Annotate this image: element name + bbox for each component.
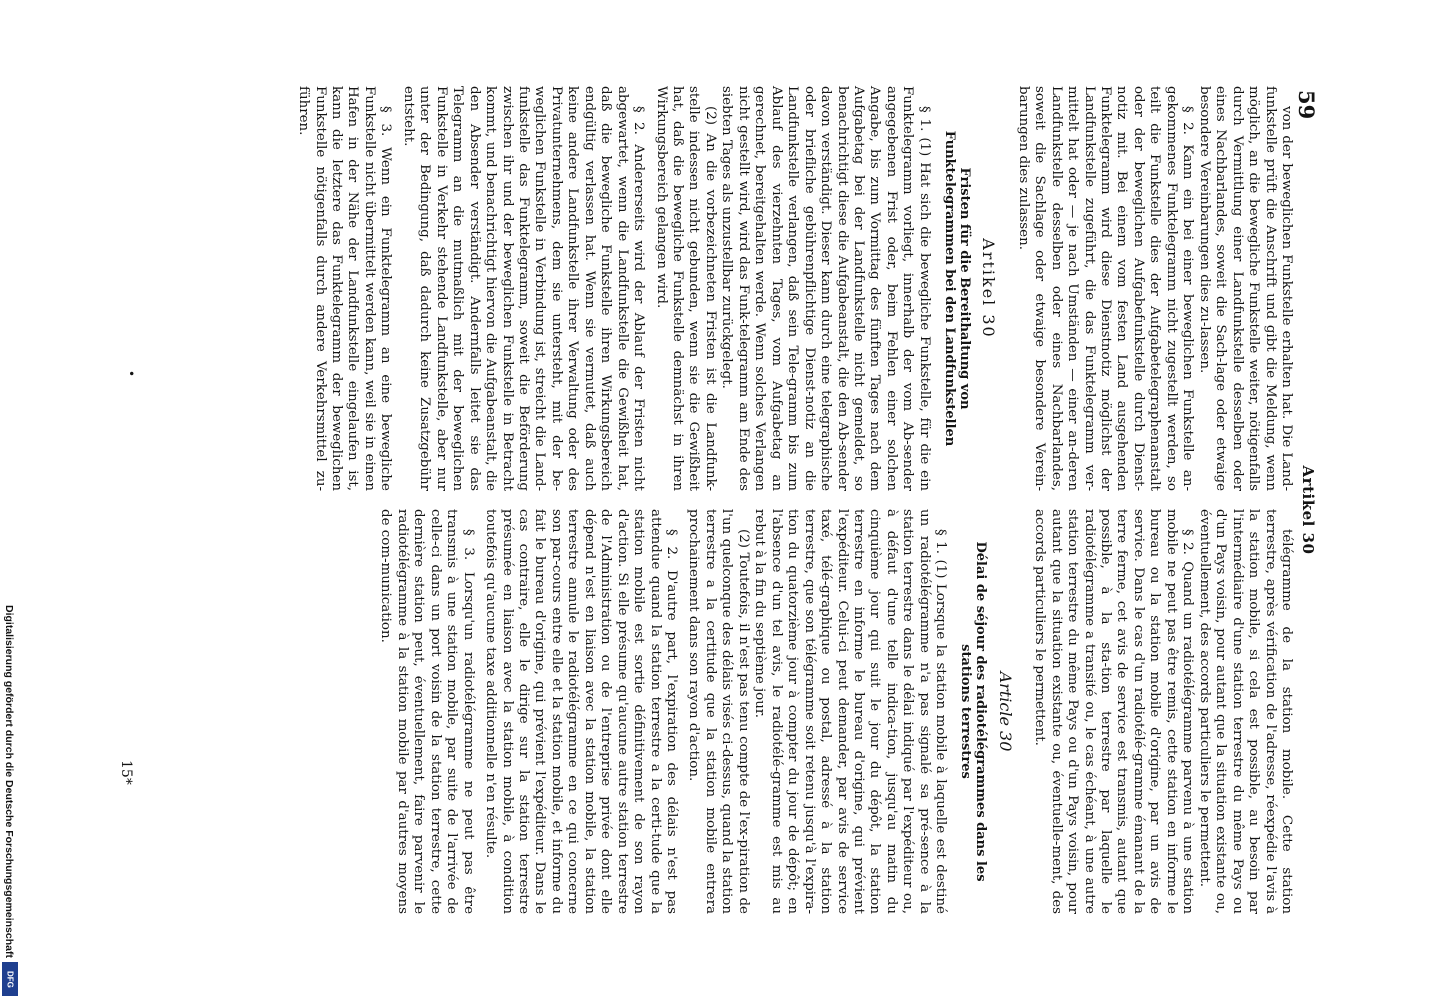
french-continuation-section-2: § 2. Quand un radiotélégramme parvenu à une station mobile ne peut pas être remis, cette station en informe le bureau ou la station mobile d'origine, par un avis de service. Dans le cas d'un radiotélé-gramme émanant de la terre ferme, cet avis de service est transmis, autant que possible, à la sta-tion terrestre par laquelle le radiotélégramme a transité ou, le cas échéant, à une autre station terrestre du même Pays ou d'un Pays voisin, pour autant que la situation existante ou, éventuelle-ment, des accords particuliers le permettent. <box>1032 509 1196 914</box>
credit-text: Digitalisierung gefördert durch die Deutsche Forschungsgemeinschaft <box>3 605 15 958</box>
german-article-subtitle: Fristen für die Bereithaltung von Funktelegrammen bei den Landfunkstellen <box>941 130 972 447</box>
sheet-signature-mark: 15* <box>118 760 134 785</box>
footer-dot: • <box>124 370 138 378</box>
french-section-2: § 2. D'autre part, l'expiration des délais n'est pas attendue quand la station terrestre a la certi-tude que la station mobile est sortie définitivement de son rayon d'action. Si elle présume qu'aucune autre station terrestre de l'Administration ou de l'entreprise privée dont elle dépend n'est en liaison avec la station mobile, la station terrestre annule le radiotélégramme en ce qui concerne son par-cours entre elle et la station mobile, et informe du fait le bureau d'origine, qui prévient l'expéditeur. Dans le cas contraire, elle le dirige sur la station terrestre présumée en liaison avec la station mobile, à condition toutefois qu'aucune taxe additionnelle n'en résulte. <box>483 509 680 914</box>
french-continuation-paragraph: télégramme de la station mobile. Cette station terrestre, après vérification de l'adresse, réexpédie l'avis à la station mobile, si cela est possible, au besoin par l'intermédiaire d'une station terrestre du même Pays ou d'un Pays voisin, pour autant que la situation existante ou, éventuellement, des accords particuliers le permettent. <box>1196 509 1294 914</box>
german-article-title: Artikel 30 <box>979 238 999 339</box>
french-section-3: § 3. Lorsqu'un radiotélégramme ne peut pas être transmis à une station mobile, par suite de l'arrivée de celle-ci dans un port voisin de la station terrestre, cette dernière station peut, éventuellement, faire parvenir le radiotélégramme à la station mobile par d'autres moyens de com-munication. <box>378 509 476 914</box>
running-header: Artikel 30 <box>1299 465 1317 555</box>
german-section-3: § 3. Wenn ein Funktelegramm an eine bewegliche Funkstelle nicht übermittelt werden kann, weil sie in einen Hafen in der Nähe der Landfunkstelle eingelaufen ist, kann die letztere das Funktelegramm der beweglichen Funkstelle nötigenfalls durch andere Verkehrsmittel zu-führen. <box>296 86 394 491</box>
dfg-logo-icon: DFG <box>2 962 18 996</box>
german-section-1-paragraph-2: (2) An die vorbezeichneten Fristen ist die Landfunk-stelle indessen nicht gebunden, wenn sie die Gewißheit hat, daß die bewegliche Funkstelle demnächst in ihren Wirkungsbereich gelangen wird. <box>653 86 718 491</box>
page-number: 59 <box>1294 90 1319 120</box>
french-section-1-paragraph-1: § 1. (1) Lorsque la station mobile à laquelle est destiné un radiotélégramme n'a pas signalé sa pré-sence à la station terrestre dans le délai indiqué par l'expéditeur ou, à défaut d'une telle indica-tion, jusqu'au matin du cinquième jour qui suit le jour du dépôt, la station terrestre en informe le bureau d'origine, qui prévient l'expéditeur. Celui-ci peut demander, par avis de service taxé, télé-graphique ou postal, adressé à la station terrestre, que son télégramme soit retenu jusqu'à l'expira-tion du quatorzième jour à compter du jour de dépôt; en l'absence d'un tel avis, le radiotélé-gramme est mis au rebut à la fin du septième jour. <box>752 509 949 914</box>
german-section-1-paragraph-1: § 1. (1) Hat sich die bewegliche Funkstelle, für die ein Funktelegramm vorliegt, innerhalb der vom Ab-sender angegebenen Frist oder, beim Fehlen einer solchen Angabe, bis zum Vormittag des fünften Tages nach dem Aufgabetag bei der Landfunkstelle nicht gemeldet, so benachrichtigt diese die Aufgabeanstalt, die den Ab-sender davon verständigt. Dieser kann durch eine telegraphische oder briefliche gebührenpflichtige Dienst-notiz an die Landfunkstelle verlangen, daß sein Tele-gramm bis zum Ablauf des vierzehnten Tages, vom Aufgabetag an gerechnet, bereitgehalten werde. Wenn solches Verlangen nicht gestellt wird, wird das Funk-telegramm am Ende des siebten Tages als unzustellbar zurückgelegt. <box>719 86 932 491</box>
digitization-credit <box>0 605 26 1000</box>
french-article-subtitle: Délai de séjour des radiotélégrammes dans les stations terrestres <box>958 541 989 882</box>
french-column <box>377 509 1294 914</box>
french-article-title: Article 30 <box>995 671 1015 752</box>
german-continuation-section-2: § 2. Kann ein bei einer beweglichen Funkstelle an-gekommenes Funktelegramm nicht zugestellt werden, so teilt die Funkstelle dies der Aufgabetelegraphenanstalt oder der beweglichen Aufgabefunkstelle durch Dienst-notiz mit. Bei einem vom festen Land ausgehenden Funktelegramm wird diese Dienstnotiz möglichst der Landfunkstelle zugeführt, die das Funktelegramm ver-mittelt hat oder — je nach Umständen — einer an-deren Landfunkstelle desselben oder eines Nachbarlandes, soweit die Sachlage oder etwaige besondere Verein-barungen dies zulassen. <box>1015 86 1196 491</box>
german-continuation-paragraph: von der beweglichen Funkstelle erhalten hat. Die Land-funkstelle prüft die Anschrift und gibt die Meldung, wenn möglich, an die bewegliche Funkstelle weiter, nötigenfalls durch Vermittlung einer Landfunkstelle desselben oder eines Nachbarlandes, soweit die Sach-lage oder etwaige besondere Vereinbarungen dies zu-lassen. <box>1196 86 1294 491</box>
german-section-2: § 2. Andererseits wird der Ablauf der Fristen nicht abgewartet, wenn die Landfunkstelle die Gewißheit hat, daß die bewegliche Funkstelle ihren Wirkungsbereich endgültig verlassen hat. Wenn sie vermutet, daß auch keine andere Landfunkstelle ihrer Verwaltung oder des Privatunternehmens, dem sie untersteht, mit der be-weglichen Funkstelle in Verbindung ist, streicht die Land-funkstelle das Funktelegramm, soweit die Beförderung zwischen ihr und der beweglichen Funkstelle in Betracht kommt, und benachrichtigt hiervon die Aufgabeanstalt, die den Absender verständigt. Andernfalls leitet sie das Telegramm an die mutmaßlich mit der beweglichen Funkstelle in Verkehr stehende Landfunkstelle, aber nur unter der Bedingung, daß dadurch keine Zusatzgebühr entsteht. <box>400 86 647 491</box>
french-section-1-paragraph-2: (2) Toutefois, il n'est pas tenu compte de l'ex-piration de l'un quelconque des délais visés ci-dessus, quand la station terrestre a la certitude que la station mobile entrera prochainement dans son rayon d'action. <box>686 509 751 914</box>
german-column <box>295 86 1294 491</box>
